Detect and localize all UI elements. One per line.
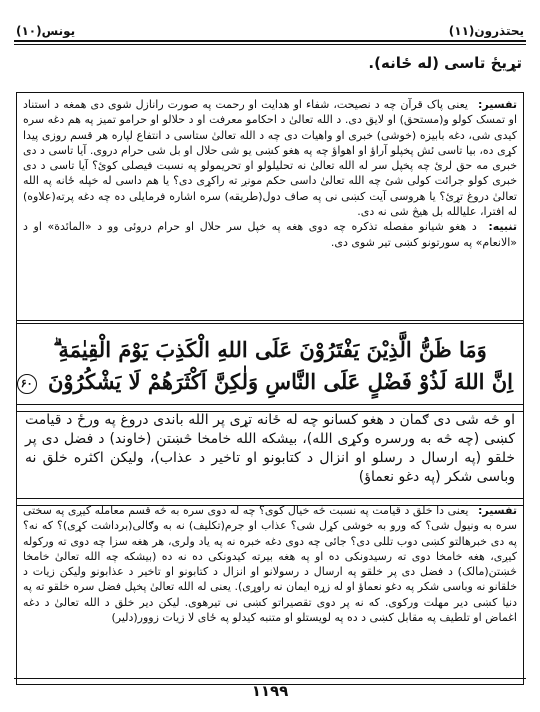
note-text: د هغو شیانو مفصله تذکره چه دوی هغه په خپل سر حلال او حرام دروئی وو د «المائدة» او د «الانعام» په سورتونو کښی تیر شوی دی. [23,220,517,249]
ayah-number-marker: ۶۰ [17,374,37,394]
translation-fragment: تړیځ تاسی (له ځانه). [368,54,522,72]
page [14,14,526,702]
translation-text: او څه شی دی ګمان د هغو کسانو چه له ځانه تړی پر الله باندی دروغ په ورځ د قیامت کښی (چه څه به ورسره وکړی الله)، بیشکه الله خامخا څښتن (خاوند) د فضل دی پر خلقو (په ارسال د رسلو او انزال د کتابونو او تاخیر د عذاب)، ولیکن اکثره خلق نه وباسی شکر (په دغو نعماؤ) [25,412,515,485]
ayah-line-2-text: اِنَّ اللهَ لَذُوْ فَضْلٍ عَلَى النَّاسِ وَلٰكِنَّ اَكْثَرَهُمْ لَا يَشْكُرُوْنَ [47,369,513,394]
note-paragraph [23,219,517,250]
page-number: ۱۱۹۹ [251,682,289,700]
note-label: تنبیه: [488,220,517,234]
tafsir-box-2 [16,498,524,685]
tafsir-box-1 [16,92,524,324]
tafsir-label-2: تفسیر: [478,504,517,517]
tafsir-paragraph-2 [23,503,517,625]
header-rule-thin [14,44,526,45]
tafsir-text-2: یعنی دا خلق د قیامت په نسبت څه خیال کوی؟ چه له دوی سره به څه قسم معامله کیږی په سختی سره به ونیول شی؟ که ورو به خوشی کړل شی؟ عذاب او جرم(تکلیف) نه به وګالی(برداشت کړی)؟ که نه؟ په دی خبرهالتو کښی دوب تللی دی؟ جائی چه دوی دغه خبره نه په یاد ولری، هر هغه سزا چه دوی ته ورکوله کیږی، هغه خامخا دوی ته رسیدونکی ده او په هغه بیرته کیدونکی ده نه ده (بیشکه چه الله تعالیٰ خامخا څښتن(مالک) د فضل دی پر خلقو په ارسال د رسولانو او انزال د کتابونو او تاخیر د عذابونو ولیکن زیات د خلقانو نه وباسی شکر په دغو نعماؤ او له زړه ایمان نه راوړی). یعنی له الله تعالیٰ پخپل فضل سره خلقو ته په دنیا کښی دیر مهلت ورکوی. که نه پر دوی تقصیراتو کښی نی تیرهوی. لیکن دیر خلق د الله تعالیٰ د دغه اغماض او تلطیف په مقابل کښی د ده په لویستلو او متنبه کیدلو په ځای لا زیات زوور(دلیر) [23,504,517,625]
ayah-box [16,320,524,412]
tafsir-paragraph-1 [23,97,517,219]
page-header [14,14,526,46]
ayah-line-1: وَمَا ظَنُّ الَّذِيْنَ يَفْتَرُوْنَ عَلَى اللهِ الْكَذِبَ يَوْمَ الْقِيٰمَةِ ۗ [53,337,487,362]
tafsir-label: تفسیر: [478,98,518,111]
tafsir-text: یعنی پاک قرآن چه د نصیحت، شفاء او هدایت او رحمت په صورت رانازل شوی دی همغه د استناد او تمسک کولو و(مستحق) او لایق دی. د الله تعالیٰ د احکامو معرفت او د حلالو او حرامو تمیز په هم دغه سره کیدی شی، دغه بابیزه (خوشی) خبری او واهیات دی چه د الله تعالیٰ ستاسی د انتفاع لپاره هر قسم روزی پیدا کړی ده، بیا تاسی ئش پخپلو آراؤ او اهواؤ چه په هغو کښی یو شی حلال او بل شی حرام دروی. آیا تاسی د دی خبری مه حق لرئ چه پخپل سر له الله تعالیٰ نه تحلیلولو او تحریمولو په نسبت فیصلی کوئ؟ آیا تاسی د دی خبری کولو جرائت کولی شئ چه الله تعالیٰ داسی حکم مونږ ته راکړی دی؟ یا هم داسی له خپله ځانه په الله تعالیٰ دروغ تړئ؟ یا هروسی آیت کښی نی په صاف دول(طریقه) سره اشاره فرمایلی ده چه دغه پرته(علاوه) له افترا، علیالله بل هیڅ شی نه دی. [23,98,517,219]
footer-rule [14,678,526,679]
translation-box [16,404,524,506]
ayah-line-2 [20,366,513,398]
header-rule [14,40,526,42]
header-surah-right: یحتذرون(۱۱) [448,24,524,38]
header-surah-left: یونس(۱۰) [16,24,76,38]
